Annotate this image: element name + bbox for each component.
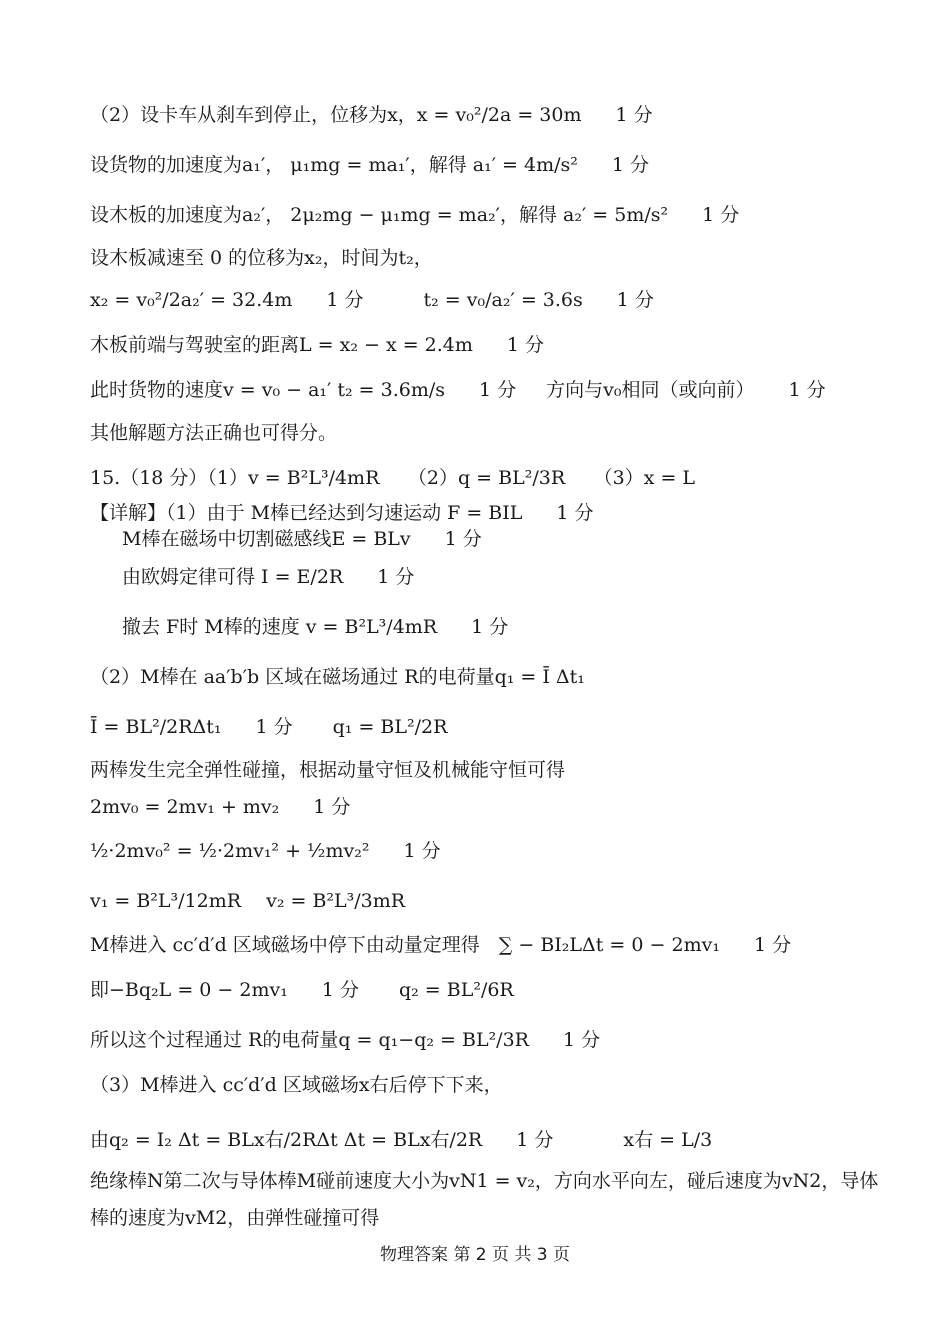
line-17: 2mv₀ = 2mv₁ + mv₂ 1 分 [90, 796, 351, 818]
line-19: v₁ = B²L³/12mR v₂ = B²L³/3mR [90, 890, 406, 912]
answer-summary: 15.（18 分）（1）v = B²L³/4mR （2）q = BL²/3R （3）x = L [90, 467, 696, 489]
line-7: 此时货物的速度v = v₀ − a₁′ t₂ = 3.6m/s 1 分 方向与v₀相同（或向前） 1 分 [90, 379, 826, 401]
line-26: 棒的速度为vM2，由弹性碰撞可得 [90, 1207, 380, 1229]
line-25: 绝缘棒N第二次与导体棒M碰前速度大小为vN1 = v₂，方向水平向左，碰后速度为vN2，导体 [90, 1170, 879, 1192]
line-21: 即−Bq₂L = 0 − 2mv₁ 1 分 q₂ = BL²/6R [90, 979, 514, 1001]
line-16: 两棒发生完全弹性碰撞，根据动量守恒及机械能守恒可得 [90, 759, 566, 781]
line-22: 所以这个过程通过 R的电荷量q = q₁−q₂ = BL²/3R 1 分 [90, 1029, 601, 1051]
line-4: 设木板减速至 0 的位移为x₂，时间为t₂， [90, 247, 433, 269]
line-24: 由q₂ = I₂ Δt = BLx右/2RΔt Δt = BLx右/2R 1 分 x右 = L/3 [90, 1129, 713, 1151]
line-6: 木板前端与驾驶室的距离L = x₂ − x = 2.4m 1 分 [90, 334, 545, 356]
line-3: 设木板的加速度为a₂′， 2μ₂mg − μ₁mg = ma₂′，解得 a₂′ = 5m/s² 1 分 [90, 204, 740, 226]
line-12: 由欧姆定律可得 I = E/2R 1 分 [122, 566, 415, 588]
page-footer: 物理答案 第 2 页 共 3 页 [379, 1245, 571, 1265]
line-8: 其他解题方法正确也可得分。 [90, 422, 338, 444]
line-23: （3）M棒进入 cc′d′d 区域磁场x右后停下下来， [90, 1074, 503, 1096]
line-2: 设货物的加速度为a₁′， μ₁mg = ma₁′，解得 a₁′ = 4m/s² 1 分 [90, 154, 650, 176]
line-10: 【详解】（1）由于 M棒已经达到匀速运动 F = BIL 1 分 [90, 502, 594, 524]
line-13: 撤去 F时 M棒的速度 v = B²L³/4mR 1 分 [122, 616, 509, 638]
line-18: ½·2mv₀² = ½·2mv₁² + ½mv₂² 1 分 [90, 840, 441, 862]
line-5: x₂ = v₀²/2a₂′ = 32.4m 1 分 t₂ = v₀/a₂′ = 3.6s 1 分 [90, 289, 654, 311]
line-11: M棒在磁场中切割磁感线E = BLv 1 分 [122, 528, 482, 550]
line-1: （2）设卡车从刹车到停止，位移为x，x = v₀²/2a = 30m 1 分 [90, 104, 653, 126]
line-15: Ī = BL²/2RΔt₁ 1 分 q₁ = BL²/2R [90, 716, 448, 738]
line-14: （2）M棒在 aa′b′b 区域在磁场通过 R的电荷量q₁ = Ī Δt₁ [90, 666, 585, 688]
line-20: M棒进入 cc′d′d 区域磁场中停下由动量定理得 ∑ − BI₂LΔt = 0 − 2mv₁ 1 分 [90, 934, 792, 956]
